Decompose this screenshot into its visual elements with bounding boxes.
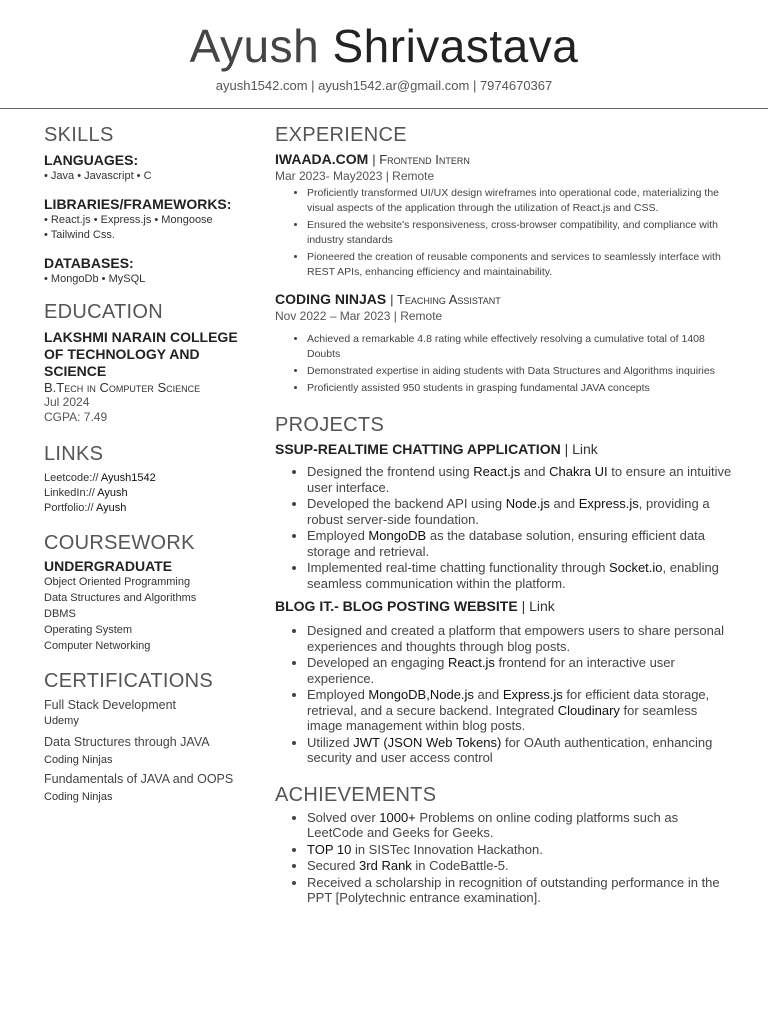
job-org: IWAADA.COM: [275, 151, 369, 167]
coursework-subtitle: UNDERGRADUATE: [44, 558, 173, 574]
project-bullets: [307, 623, 735, 766]
job-bullet: • Demonstrated expertise in aiding students with Data Structures and Algorithms inquiries: [307, 364, 735, 379]
links-title: LINKS: [44, 443, 104, 465]
skills-title: SKILLS: [44, 124, 114, 146]
course-item: Computer Networking: [44, 640, 151, 652]
databases-list: • MongoDb • MySQL: [44, 273, 146, 285]
frameworks-list-1: • React.js • Express.js • Mongoose: [44, 214, 213, 226]
project-heading: [275, 597, 735, 615]
job-org: CODING NINJAS: [275, 291, 387, 307]
achievement-bullets: [307, 810, 735, 906]
databases-title: DATABASES:: [44, 255, 134, 271]
cert-issuer: Coding Ninjas: [44, 754, 113, 766]
projects-title: PROJECTS: [275, 414, 385, 436]
job-bullet: • Achieved a remarkable 4.8 rating while effectively resolving a cumulative total of 1408 Doubts: [307, 332, 735, 362]
link-label: Portfolio://: [44, 502, 94, 514]
project-link[interactable]: | Link: [564, 441, 598, 457]
college-name-2: OF TECHNOLOGY AND: [44, 346, 200, 362]
languages-list: • Java • Javascript • C: [44, 170, 152, 182]
job-role: | Teaching Assistant: [390, 292, 501, 307]
job-bullet: • Pioneered the creation of reusable components and services to seamlessly interface with REST APIs, enhancing efficiency and maintainability.: [307, 250, 735, 280]
course-item: Operating System: [44, 624, 133, 636]
course-item: DBMS: [44, 608, 76, 620]
job-date: Nov 2022 – Mar 2023 | Remote: [275, 309, 443, 323]
project-link[interactable]: | Link: [521, 598, 555, 614]
project-bullet: • Designed and created a platform that empowers users to share personal experiences and thoughts through blog posts.: [307, 623, 735, 654]
achievements-title: ACHIEVEMENTS: [275, 783, 437, 806]
achievement-bullet: • Secured 3rd Rank in CodeBattle-5.: [307, 858, 735, 874]
link-portfolio[interactable]: [44, 501, 264, 516]
project-bullet: • Employed MongoDB as the database solution, ensuring efficient data storage and retrieval.: [307, 528, 735, 559]
college-name-1: LAKSHMI NARAIN COLLEGE: [44, 329, 238, 345]
degree: B.Tech in Computer Science: [44, 380, 201, 395]
project-bullet: • Developed the backend API using Node.js and Express.js, providing a robust server-side foundation.: [307, 496, 735, 527]
last-name: Shrivastava: [332, 20, 579, 72]
cert-issuer: Coding Ninjas: [44, 791, 113, 803]
cert-name: Fundamentals of JAVA and OOPS: [44, 772, 234, 786]
achievement-bullet: • Received a scholarship in recognition of outstanding performance in the PPT [Polytechnic entrance examination].: [307, 875, 735, 906]
job-bullets: [307, 332, 735, 396]
link-label: Leetcode://: [44, 472, 99, 484]
project-bullets: [307, 464, 735, 591]
frameworks-list-2: • Tailwind Css.: [44, 229, 115, 241]
course-item: Data Structures and Algorithms: [44, 592, 197, 604]
project-bullet: • Employed MongoDB,Node.js and Express.js for efficient data storage, retrieval, and a secure backend. Integrated Cloudinary for seamless image management within blog posts.: [307, 687, 735, 734]
coursework-title: COURSEWORK: [44, 532, 195, 554]
job-bullet: • Proficiently assisted 950 students in grasping fundamental JAVA concepts: [307, 381, 735, 396]
link-value: Ayush1542: [100, 472, 156, 484]
project-heading: [275, 440, 735, 458]
languages-title: LANGUAGES:: [44, 152, 139, 168]
contact-line: ayush1542.com | ayush1542.ar@gmail.com | 7974670367: [215, 78, 553, 93]
job-bullet: • Ensured the website's responsiveness, cross-browser compatibility, and compliance with industry standards: [307, 218, 735, 248]
project-bullet: • Developed an engaging React.js frontend for an interactive user experience.: [307, 655, 735, 686]
job-date: Mar 2023- May2023 | Remote: [275, 169, 435, 183]
link-label: LinkedIn://: [44, 487, 95, 499]
job-bullets: [307, 186, 735, 280]
achievement-bullet: • Solved over 1000+ Problems on online coding platforms such as LeetCode and Geeks for Geeks.: [307, 810, 735, 841]
education-date: Jul 2024: [44, 395, 90, 409]
link-linkedin[interactable]: [44, 486, 264, 501]
job-bullet: • Proficiently transformed UI/UX design wireframes into operational code, materializing the visual aspects of the application through the utilization of React.js and CSS.: [307, 186, 735, 216]
link-leetcode[interactable]: [44, 471, 264, 486]
cert-name: Full Stack Development: [44, 698, 177, 712]
link-value: Ayush: [95, 502, 127, 514]
college-name-3: SCIENCE: [44, 363, 107, 379]
job-heading: [275, 290, 735, 309]
certifications-title: CERTIFICATIONS: [44, 670, 214, 692]
cert-issuer: Udemy: [44, 715, 79, 727]
project-name: BLOG IT.- BLOG POSTING WEBSITE: [275, 598, 518, 614]
education-title: EDUCATION: [44, 301, 163, 323]
header-divider: [0, 108, 768, 109]
candidate-name: [0, 18, 768, 74]
project-bullet: • Designed the frontend using React.js and Chakra UI to ensure an intuitive user interface.: [307, 464, 735, 495]
frameworks-title: LIBRARIES/FRAMEWORKS:: [44, 196, 232, 212]
cert-name: Data Structures through JAVA: [44, 735, 210, 749]
project-bullet: • Utilized JWT (JSON Web Tokens) for OAuth authentication, enhancing security and user access control: [307, 735, 735, 766]
left-column: [44, 120, 264, 805]
link-value: Ayush: [97, 487, 128, 499]
first-name: Ayush: [189, 20, 320, 72]
right-column: [275, 120, 735, 907]
resume-header: [0, 0, 768, 110]
job-heading: [275, 150, 735, 169]
project-bullet: • Implemented real-time chatting functionality through Socket.io, enabling seamless communication within the platform.: [307, 560, 735, 591]
course-item: Object Oriented Programming: [44, 576, 191, 588]
achievement-bullet: • TOP 10 in SISTec Innovation Hackathon.: [307, 842, 735, 858]
project-name: SSUP-REALTIME CHATTING APPLICATION: [275, 441, 561, 457]
experience-title: EXPERIENCE: [275, 124, 407, 146]
cgpa: CGPA: 7.49: [44, 410, 108, 424]
job-role: | Frontend Intern: [372, 152, 470, 167]
